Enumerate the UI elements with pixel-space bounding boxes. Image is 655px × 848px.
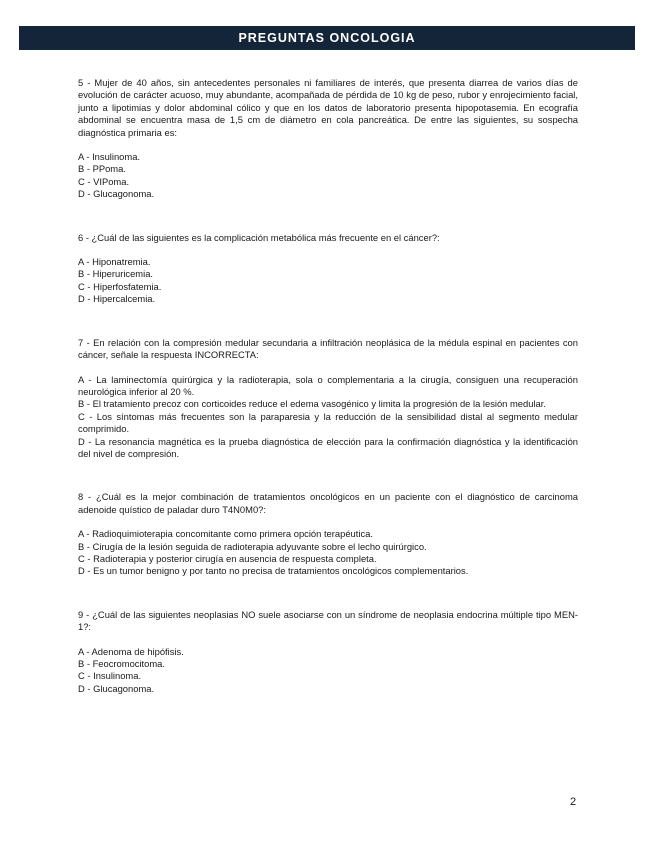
answer-option: D - Es un tumor benigno y por tanto no precisa de tratamientos oncológicos complementarios.	[78, 565, 469, 577]
question-text: 8 - ¿Cuál es la mejor combinación de tratamientos oncológicos en un paciente con el diagnóstico de carcinoma adenoide quístico de paladar duro T4N0M0?:	[78, 491, 578, 515]
answer-option: A - Radioquimioterapia concomitante como primera opción terapéutica.	[78, 528, 373, 540]
answer-option: C - Los síntomas más frecuentes son la paraparesia y la reducción de la sensibilidad distal al segmento medular comprimido.	[78, 410, 578, 435]
answer-option: C - Hiperfosfatemia.	[78, 280, 162, 292]
question-6	[78, 232, 578, 306]
page-number: 2	[570, 796, 577, 808]
answer-option: A - Adenoma de hipófisis.	[78, 645, 184, 657]
question-list	[78, 77, 578, 726]
answer-option: C - VIPoma.	[78, 175, 130, 187]
answer-option: B - Hiperuricemia.	[78, 268, 154, 280]
answer-option: B - PPoma.	[78, 163, 126, 175]
answer-option: D - Hipercalcemia.	[78, 293, 156, 305]
answer-option: A - La laminectomía quirúrgica y la radioterapia, sola o complementaria a la cirugía, consiguen una recuperación neurológica inferior al 20 %.	[78, 373, 578, 397]
answer-option: C - Insulinoma.	[78, 670, 142, 682]
answer-option: D - Glucagonoma.	[78, 682, 155, 694]
page-header	[19, 26, 635, 50]
answer-option: B - El tratamiento precoz con corticoides reduce el edema vasogénico y limita la progresión de la lesión medular.	[78, 398, 546, 410]
answer-option: C - Radioterapia y posterior cirugía en ausencia de respuesta completa.	[78, 552, 377, 564]
question-7	[78, 337, 578, 461]
answer-option: A - Hiponatremia.	[78, 256, 151, 268]
header-title: PREGUNTAS ONCOLOGIA	[238, 31, 416, 45]
question-text: 7 - En relación con la compresión medular secundaria a infiltración neoplásica de la médula espinal en pacientes con cáncer, señale la respuesta INCORRECTA:	[78, 336, 578, 361]
answer-option: D - La resonancia magnética es la prueba diagnóstica de elección para la confirmación diagnóstica y la identificación del nivel de compresión.	[78, 435, 578, 459]
question-8	[78, 491, 578, 577]
question-9	[78, 609, 578, 695]
question-5	[78, 77, 578, 201]
answer-option: B - Feocromocitoma.	[78, 658, 166, 669]
answer-option: A - Insulinoma.	[78, 151, 141, 163]
answer-option: B - Cirugía de la lesión seguida de radioterapia adyuvante sobre el lecho quirúrgico.	[78, 540, 427, 552]
question-text: 9 - ¿Cuál de las siguientes neoplasias NO suele asociarse con un síndrome de neoplasia endocrina múltiple tipo MEN-1?:	[78, 608, 578, 633]
answer-option: D - Glucagonoma.	[78, 188, 155, 200]
question-text: 6 - ¿Cuál de las siguientes es la complicación metabólica más frecuente en el cáncer?:	[78, 231, 440, 243]
question-text: 5 - Mujer de 40 años, sin antecedentes personales ni familiares de interés, que presenta diarrea de varios días de evolución de carácter acuoso, muy abundante, acompañada de pérdida de 10 kg de peso, rubor y enrojecimiento facial, junto a lipotimias y dolor abdominal cólico y que en los datos de laboratorio presenta hipopotasemia. En ecografía abdominal se encuentra masa de 1,5 cm de diámetro en cola pancreática. De entre las siguientes, su sospecha diagnóstica primaria es:	[78, 77, 578, 138]
